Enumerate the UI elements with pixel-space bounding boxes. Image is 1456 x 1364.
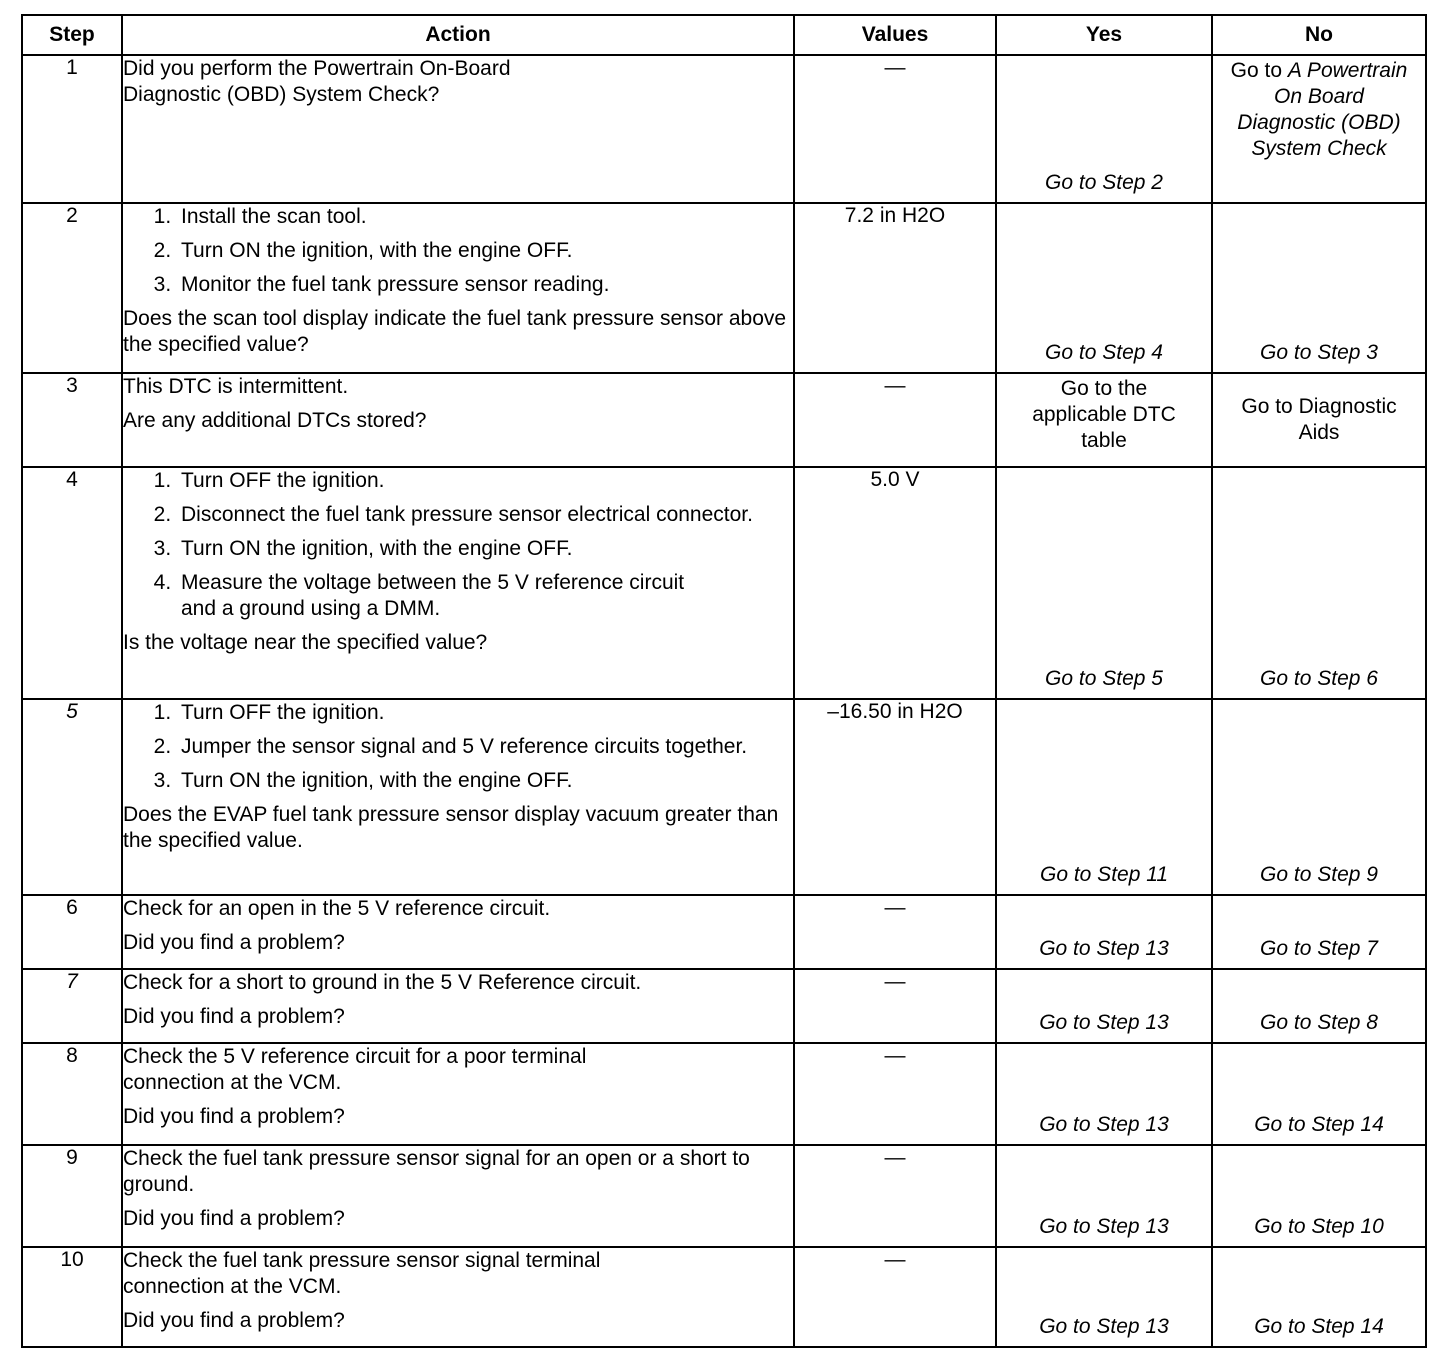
yes-cell xyxy=(996,467,1212,699)
table-row xyxy=(22,373,1426,467)
table-row xyxy=(22,55,1426,203)
value-cell: — xyxy=(794,969,996,1043)
no-link-italic: A Powertrain On Board Diagnostic (OBD) System Check xyxy=(1237,59,1408,160)
no-link[interactable]: Go to Diagnostic Aids xyxy=(1241,395,1397,444)
action-item: 1. Turn OFF the ignition. xyxy=(177,700,793,726)
step-number: 8 xyxy=(22,1043,122,1145)
value-cell: — xyxy=(794,1247,996,1347)
yes-cell xyxy=(996,895,1212,969)
no-cell xyxy=(1212,373,1426,467)
yes-cell xyxy=(996,699,1212,895)
no-link[interactable]: Go to Step 9 xyxy=(1260,863,1378,886)
no-link[interactable]: Go to Step 14 xyxy=(1254,1113,1384,1136)
action-item: 2. Jumper the sensor signal and 5 V reference circuits together. xyxy=(177,734,793,760)
action-question: Is the voltage near the specified value? xyxy=(123,631,488,654)
no-link[interactable] xyxy=(1213,58,1425,162)
action-question: Did you find a problem? xyxy=(123,931,345,954)
action-question: Does the scan tool display indicate the fuel tank pressure sensor above the specified value? xyxy=(123,307,787,356)
header-action: Action xyxy=(122,15,794,55)
no-cell xyxy=(1212,895,1426,969)
no-link[interactable]: Go to Step 6 xyxy=(1260,667,1378,690)
action-cell xyxy=(122,895,794,969)
header-row xyxy=(22,15,1426,55)
header-step: Step xyxy=(22,15,122,55)
step-number: 9 xyxy=(22,1145,122,1247)
yes-link[interactable]: Go to Step 11 xyxy=(1039,863,1169,886)
step-number: 7 xyxy=(22,969,122,1043)
no-cell xyxy=(1212,699,1426,895)
yes-cell xyxy=(996,1043,1212,1145)
yes-cell xyxy=(996,203,1212,373)
table-row xyxy=(22,1247,1426,1347)
step-number: 3 xyxy=(22,373,122,467)
action-cell xyxy=(122,55,794,203)
action-text: Did you perform the Powertrain On-Board Diagnostic (OBD) System Check? xyxy=(123,57,511,106)
action-item: 2. Disconnect the fuel tank pressure sensor electrical connector. xyxy=(177,502,793,528)
step-number: 5 xyxy=(22,699,122,895)
action-cell xyxy=(122,1145,794,1247)
action-question: Does the EVAP fuel tank pressure sensor display vacuum greater than the specified value. xyxy=(123,803,779,852)
action-cell xyxy=(122,1043,794,1145)
yes-link[interactable]: Go to Step 13 xyxy=(1039,937,1169,960)
no-cell xyxy=(1212,1145,1426,1247)
action-question: Did you find a problem? xyxy=(123,1207,345,1230)
no-link-prefix: Go to xyxy=(1230,59,1288,82)
yes-cell xyxy=(996,1247,1212,1347)
yes-cell xyxy=(996,1145,1212,1247)
action-item: 2. Turn ON the ignition, with the engine OFF. xyxy=(177,238,793,264)
value-cell: 5.0 V xyxy=(794,467,996,699)
value-cell: — xyxy=(794,1043,996,1145)
action-question: Did you find a problem? xyxy=(123,1309,345,1332)
step-number: 2 xyxy=(22,203,122,373)
yes-link[interactable]: Go to Step 4 xyxy=(1045,341,1163,364)
action-cell xyxy=(122,373,794,467)
no-link[interactable]: Go to Step 8 xyxy=(1260,1011,1378,1034)
yes-cell xyxy=(996,373,1212,467)
action-cell xyxy=(122,1247,794,1347)
action-text: Check for an open in the 5 V reference circuit. xyxy=(123,897,551,920)
action-item: 4. Measure the voltage between the 5 V reference circuit and a ground using a DMM. xyxy=(177,570,793,622)
no-cell xyxy=(1212,1043,1426,1145)
value-cell: — xyxy=(794,895,996,969)
action-item: 3. Monitor the fuel tank pressure sensor reading. xyxy=(177,272,793,298)
step-number: 1 xyxy=(22,55,122,203)
yes-link[interactable]: Go to Step 2 xyxy=(1045,171,1163,194)
action-cell xyxy=(122,969,794,1043)
action-cell xyxy=(122,467,794,699)
yes-link[interactable]: Go to Step 13 xyxy=(1039,1011,1169,1034)
table-row xyxy=(22,1043,1426,1145)
action-text: Check the fuel tank pressure sensor signal for an open or a short to ground. xyxy=(123,1147,750,1196)
step-number: 4 xyxy=(22,467,122,699)
action-cell xyxy=(122,699,794,895)
table-row xyxy=(22,699,1426,895)
action-text: Check the fuel tank pressure sensor signal terminal connection at the VCM. xyxy=(123,1249,601,1298)
value-cell: — xyxy=(794,1145,996,1247)
header-no: No xyxy=(1212,15,1426,55)
step-number: 10 xyxy=(22,1247,122,1347)
table-row xyxy=(22,203,1426,373)
value-cell: — xyxy=(794,55,996,203)
yes-cell xyxy=(996,969,1212,1043)
yes-link[interactable]: Go to Step 5 xyxy=(1045,667,1163,690)
action-item: 3. Turn ON the ignition, with the engine OFF. xyxy=(177,536,793,562)
diagnostic-table xyxy=(21,14,1427,1348)
no-cell xyxy=(1212,1247,1426,1347)
table-row xyxy=(22,467,1426,699)
action-question: Did you find a problem? xyxy=(123,1105,345,1128)
no-cell xyxy=(1212,467,1426,699)
step-number: 6 xyxy=(22,895,122,969)
yes-link[interactable]: Go to Step 13 xyxy=(1039,1215,1169,1238)
no-link[interactable]: Go to Step 3 xyxy=(1260,341,1378,364)
action-text: This DTC is intermittent. xyxy=(123,375,349,398)
yes-cell xyxy=(996,55,1212,203)
header-yes: Yes xyxy=(996,15,1212,55)
table-row xyxy=(22,895,1426,969)
no-link[interactable]: Go to Step 10 xyxy=(1254,1215,1384,1238)
action-text: Check the 5 V reference circuit for a poor terminal connection at the VCM. xyxy=(123,1045,587,1094)
no-link[interactable]: Go to Step 14 xyxy=(1254,1315,1384,1338)
no-cell xyxy=(1212,203,1426,373)
action-question: Did you find a problem? xyxy=(123,1005,345,1028)
value-cell: –16.50 in H2O xyxy=(794,699,996,895)
header-values: Values xyxy=(794,15,996,55)
action-item: 3. Turn ON the ignition, with the engine OFF. xyxy=(177,768,793,794)
table-row xyxy=(22,969,1426,1043)
action-text: Check for a short to ground in the 5 V Reference circuit. xyxy=(123,971,642,994)
no-cell xyxy=(1212,969,1426,1043)
yes-link[interactable]: Go to Step 13 xyxy=(1039,1315,1169,1338)
action-item: 1. Install the scan tool. xyxy=(177,204,793,230)
table-row xyxy=(22,1145,1426,1247)
action-question: Are any additional DTCs stored? xyxy=(123,409,427,432)
yes-link[interactable]: Go to the applicable DTC table xyxy=(1032,377,1176,452)
value-cell: 7.2 in H2O xyxy=(794,203,996,373)
no-cell xyxy=(1212,55,1426,203)
no-link[interactable]: Go to Step 7 xyxy=(1260,937,1378,960)
action-item: 1. Turn OFF the ignition. xyxy=(177,468,793,494)
action-cell xyxy=(122,203,794,373)
value-cell: — xyxy=(794,373,996,467)
yes-link[interactable]: Go to Step 13 xyxy=(1039,1113,1169,1136)
